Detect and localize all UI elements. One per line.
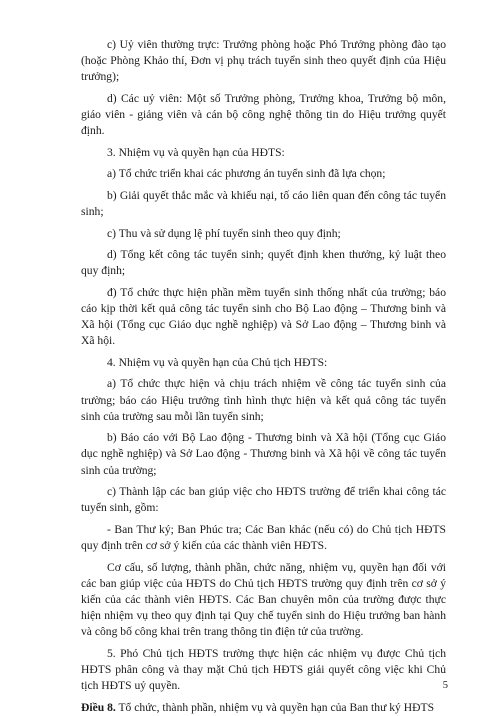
paragraph-structure: Cơ cấu, số lượng, thành phần, chức năng, nhiệm vụ, quyền hạn đối với các ban giúp việc của HĐTS do Chủ tịch HĐTS trường quy định trên cơ sở ý kiến của các thành viên HĐTS. Các Ban chuyên môn của trường được thực hiện nhiệm vụ theo quy định tại Quy chế tuyển sinh do Hiệu trưởng ban hành và công bố công khai trên trang thông tin điện tử của trường. [81, 560, 446, 639]
paragraph-4c-list: - Ban Thư ký; Ban Phúc tra; Các Ban khác (nếu có) do Chủ tịch HĐTS quy định trên cơ sở ý kiến của các thành viên HĐTS. [81, 522, 446, 553]
paragraph-4b: b) Báo cáo với Bộ Lao động - Thương binh và Xã hội (Tổng cục Giáo dục nghề nghiệp) và Sở Lao động - Thương binh và Xã hội về công tác tuyển sinh của trường; [81, 431, 446, 477]
paragraph-3dd: đ) Tổ chức thực hiện phần mềm tuyển sinh thống nhất của trường; báo cáo kịp thời kết quả công tác tuyển sinh cho Bộ Lao động – Thương binh và Xã hội (Tổng cục Giáo dục nghề nghiệp) và Sở Lao động – Thương binh và Xã hội. [81, 285, 446, 348]
paragraph-standing-member: c) Uỷ viên thường trực: Trưởng phòng hoặc Phó Trưởng phòng đào tạo (hoặc Phòng Khảo thí, Đơn vị phụ trách tuyển sinh theo quyết định của Hiệu trưởng); [81, 38, 446, 84]
article-8-label: Điều 8. [81, 700, 116, 714]
page-number: 5 [442, 680, 448, 691]
section-4-title: 4. Nhiệm vụ và quyền hạn của Chủ tịch HĐTS: [107, 355, 328, 369]
paragraph-3c: c) Thu và sử dụng lệ phí tuyển sinh theo quy định; [107, 226, 341, 240]
section-5-paragraph: 5. Phó Chủ tịch HĐTS trường thực hiện các nhiệm vụ được Chủ tịch HĐTS phân công và thay mặt Chủ tịch HĐTS giải quyết công việc khi Chủ tịch HĐTS uỷ quyền. [81, 646, 446, 693]
paragraph-3a: a) Tổ chức triển khai các phương án tuyển sinh đã lựa chọn; [107, 167, 386, 181]
paragraph-3b: b) Giải quyết thắc mắc và khiếu nại, tố cáo liên quan đến công tác tuyển sinh; [81, 188, 446, 219]
paragraph-4a: a) Tổ chức thực hiện và chịu trách nhiệm về công tác tuyển sinh của trường; báo cáo Hiệu trưởng tình hình thực hiện và kết quả công tác tuyển sinh của trường sau mỗi lần tuyển sinh; [81, 377, 446, 423]
section-3-title: 3. Nhiệm vụ và quyền hạn của HĐTS: [107, 145, 285, 159]
paragraph-4c: c) Thành lập các ban giúp việc cho HĐTS trường để triển khai công tác tuyển sinh, gồm: [81, 485, 446, 515]
paragraph-3d: d) Tổng kết công tác tuyển sinh; quyết định khen thưởng, kỷ luật theo quy định; [81, 248, 446, 278]
paragraph-members: d) Các uỷ viên: Một số Trưởng phòng, Trưởng khoa, Trưởng bộ môn, giáo viên - giảng viên và cán bộ công nghệ thông tin do Hiệu trưởng quyết định. [81, 91, 446, 138]
article-8-heading [81, 700, 446, 716]
article-8-title: Tổ chức, thành phần, nhiệm vụ và quyền hạn của Ban thư ký HĐTS [115, 700, 435, 714]
